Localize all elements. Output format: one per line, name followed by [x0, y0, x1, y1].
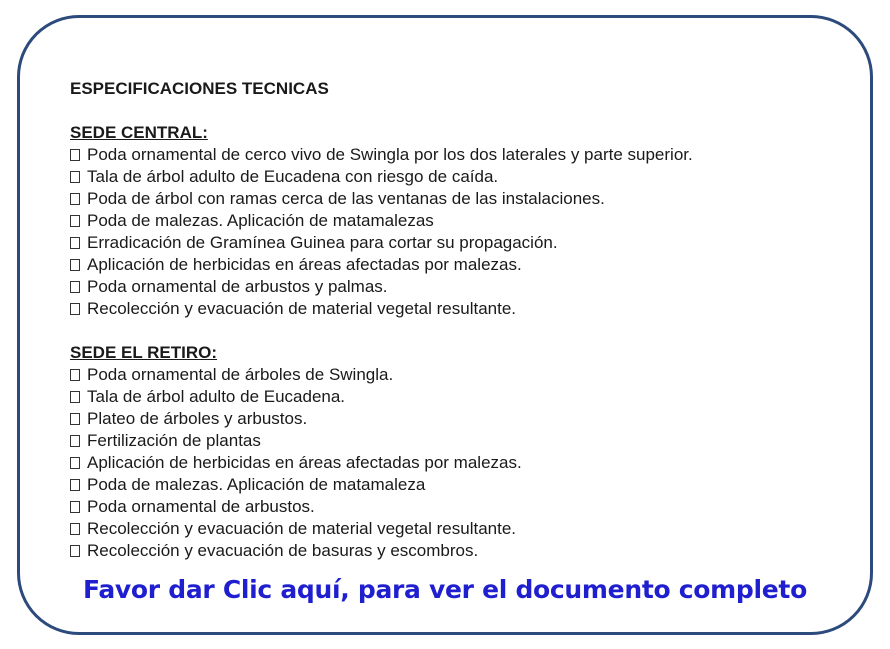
list-item-text: Recolección y evacuación de material vegetal resultante.: [87, 299, 517, 318]
list-item-text: Poda de árbol con ramas cerca de las ventanas de las instalaciones.: [87, 189, 605, 208]
list-item: [70, 518, 860, 540]
section-heading-sede-central: SEDE CENTRAL:: [70, 123, 208, 142]
checkbox-icon: [70, 523, 80, 535]
list-item: [70, 540, 860, 562]
checkbox-icon: [70, 237, 80, 249]
section-spacer: [70, 320, 860, 342]
section-heading-sede-el-retiro: SEDE EL RETIRO:: [70, 343, 218, 362]
list-item-text: Poda de malezas. Aplicación de matamaleza: [87, 475, 426, 494]
list-item: [70, 452, 860, 474]
checkbox-icon: [70, 171, 80, 183]
checkbox-icon: [70, 501, 80, 513]
checkbox-icon: [70, 281, 80, 293]
list-item: [70, 496, 860, 518]
list-item: [70, 408, 860, 430]
list-item-text: Poda ornamental de árboles de Swingla.: [87, 365, 394, 384]
checkbox-icon: [70, 149, 80, 161]
sede-central-list: [70, 144, 860, 320]
list-item: [70, 144, 860, 166]
checkbox-icon: [70, 391, 80, 403]
list-item-text: Poda ornamental de arbustos y palmas.: [87, 277, 388, 296]
list-item: [70, 166, 860, 188]
list-item-text: Aplicación de herbicidas en áreas afectadas por malezas.: [87, 453, 522, 472]
document-content: [70, 78, 860, 562]
checkbox-icon: [70, 545, 80, 557]
list-item: [70, 232, 860, 254]
list-item-text: Recolección y evacuación de material vegetal resultante.: [87, 519, 517, 538]
list-item: [70, 386, 860, 408]
list-item-text: Poda ornamental de arbustos.: [87, 497, 315, 516]
list-item: [70, 430, 860, 452]
list-item-text: Poda de malezas. Aplicación de matamalezas: [87, 211, 434, 230]
list-item-text: Poda ornamental de cerco vivo de Swingla por los dos laterales y parte superior.: [87, 145, 693, 164]
list-item: [70, 254, 860, 276]
checkbox-icon: [70, 259, 80, 271]
checkbox-icon: [70, 369, 80, 381]
list-item-text: Aplicación de herbicidas en áreas afectadas por malezas.: [87, 255, 522, 274]
list-item: [70, 474, 860, 496]
list-item: [70, 188, 860, 210]
checkbox-icon: [70, 303, 80, 315]
view-full-document-link[interactable]: Favor dar Clic aquí, para ver el documento completo: [83, 575, 807, 604]
checkbox-icon: [70, 193, 80, 205]
checkbox-icon: [70, 435, 80, 447]
list-item-text: Tala de árbol adulto de Eucadena.: [87, 387, 346, 406]
sede-el-retiro-list: [70, 364, 860, 562]
list-item-text: Erradicación de Gramínea Guinea para cortar su propagación.: [87, 233, 558, 252]
list-item-text: Recolección y evacuación de basuras y escombros.: [87, 541, 479, 560]
list-item-text: Plateo de árboles y arbustos.: [87, 409, 308, 428]
checkbox-icon: [70, 215, 80, 227]
list-item: [70, 364, 860, 386]
document-title: ESPECIFICACIONES TECNICAS: [70, 79, 329, 98]
list-item-text: Fertilización de plantas: [87, 431, 261, 450]
checkbox-icon: [70, 479, 80, 491]
checkbox-icon: [70, 457, 80, 469]
list-item: [70, 298, 860, 320]
list-item-text: Tala de árbol adulto de Eucadena con riesgo de caída.: [87, 167, 499, 186]
list-item: [70, 210, 860, 232]
list-item: [70, 276, 860, 298]
checkbox-icon: [70, 413, 80, 425]
